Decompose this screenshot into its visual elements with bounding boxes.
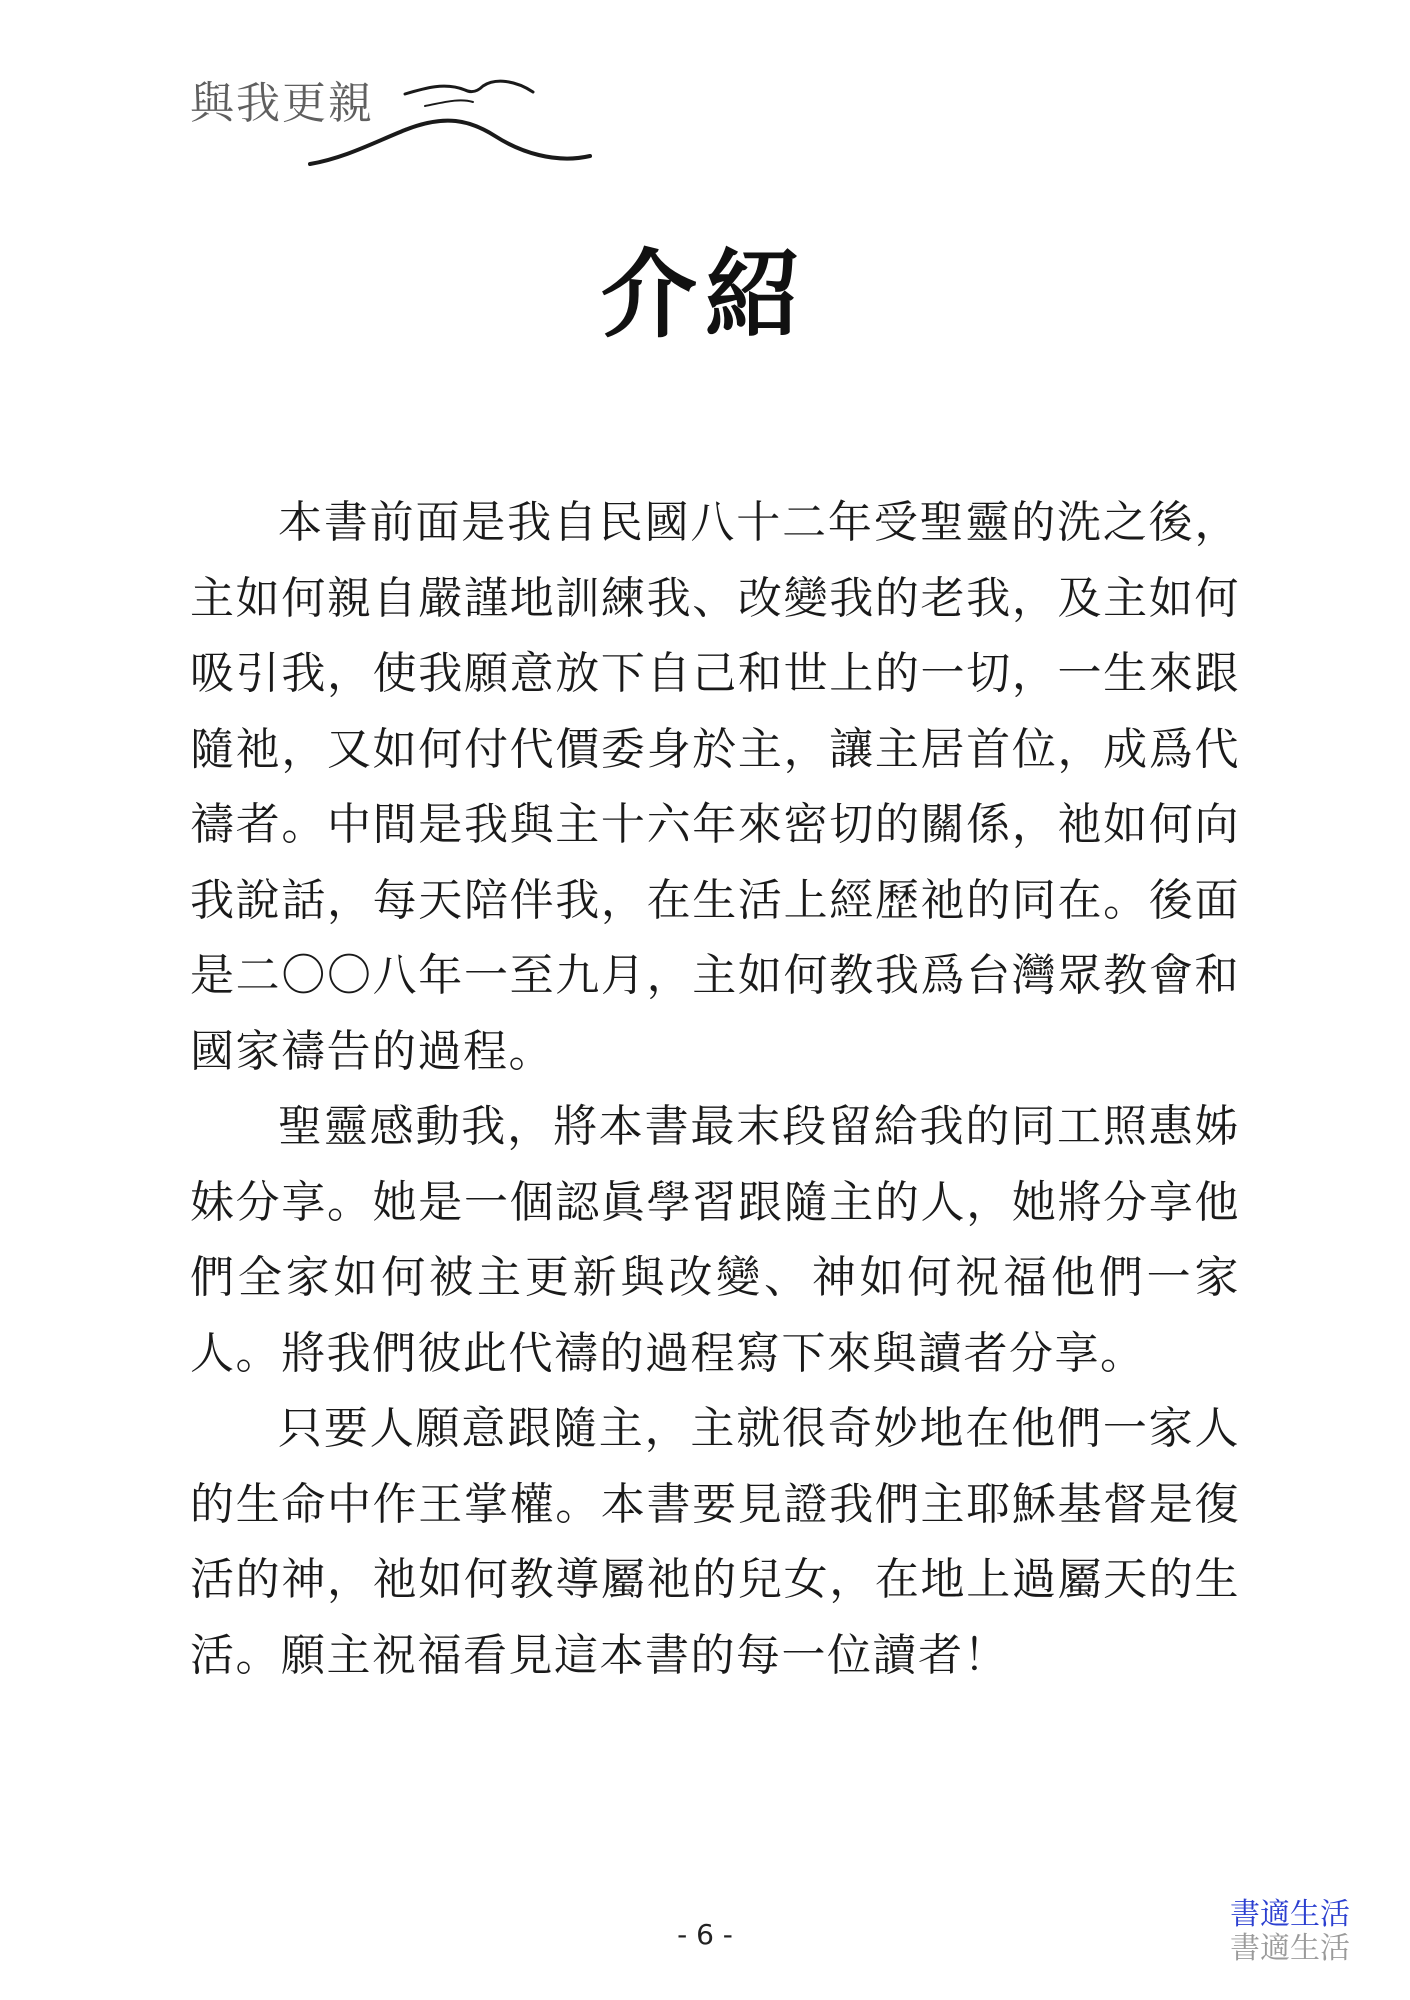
watermark-text-bottom: 書適生活 (1230, 1931, 1350, 1966)
paragraph: 只要人願意跟隨主，主就很奇妙地在他們一家人的生命中作王掌權。本書要見證我們主耶穌基督是復活的神，祂如何教導屬祂的兒女，在地上過屬天的生活。願主祝福看見這本書的每一位讀者！ (190, 1403, 1240, 1681)
paragraph: 本書前面是我自民國八十二年受聖靈的洗之後，主如何親自嚴謹地訓練我、改變我的老我，及主如何吸引我，使我願意放下自己和世上的一切，一生來跟隨祂，又如何付代價委身於主，讓主居首位，成爲代禱者。中間是我與主十六年來密切的關係，祂如何向我說話，每天陪伴我，在生活上經歷祂的同在。後面是二〇〇八年一至九月，主如何教我爲台灣眾教會和國家禱告的過程。 (190, 497, 1240, 1077)
paragraph: 聖靈感動我，將本書最末段留給我的同工照惠姊妹分享。她是一個認眞學習跟隨主的人，她將分享他們全家如何被主更新與改變、神如何祝福他們一家人。將我們彼此代禱的過程寫下來與讀者分享。 (190, 1101, 1240, 1379)
body-text (190, 485, 1240, 1693)
running-header (190, 72, 590, 172)
running-title: 與我更親 (190, 78, 374, 129)
publisher-watermark (1230, 1898, 1350, 1966)
watermark-text-top: 書適生活 (1230, 1897, 1350, 1932)
bird-wave-icon (305, 72, 595, 172)
chapter-title: 介紹 (601, 238, 809, 351)
page-number: - 6 - (677, 1918, 733, 1951)
